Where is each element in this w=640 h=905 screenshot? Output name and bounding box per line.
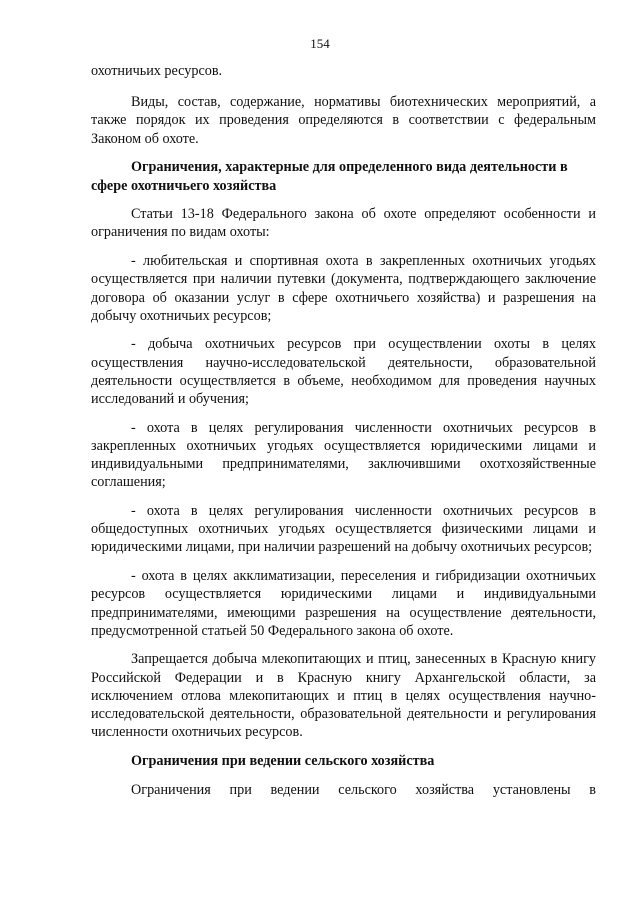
list-item-regulation-public-grounds: - охота в целях регулирования численности охотничьих ресурсов в общедоступных охотничьих угодьях осуществляется физическими лицами и юридическими лицами, при наличии разрешений на добычу охотничьих ресурсов; [91,503,596,556]
list-item-acclimatization-hunting: - охота в целях акклиматизации, переселения и гибридизации охотничьих ресурсов осуществляется юридическими лицами и индивидуальными предпринимателями, имеющими разрешения на осуществление деятельности, предусмотренной статьей 50 Федерального закона об охоте. [91,568,596,639]
list-item-regulation-assigned-grounds: - охота в целях регулирования численности охотничьих ресурсов в закрепленных охотничьих угодьях осуществляется юридическими лицами и индивидуальными предпринимателями, заключившими охотхозяйственные соглашения; [91,419,596,491]
page-number: 154 [310,36,330,51]
list-item-amateur-hunting: - любительская и спортивная охота в закрепленных охотничьих угодьях осуществляется при наличии путевки (документа, подтверждающего заключение договора об оказании услуг в сфере охотничьего хозяйства) и разрешения на добычу охотничьих ресурсов; [91,253,596,324]
document-body [91,62,596,799]
paragraph-continuation: охотничьих ресурсов. [91,63,223,79]
paragraph-hunting-law-articles: Статьи 13-18 Федерального закона об охоте определяют особенности и ограничения по видам охоты: [91,206,596,241]
section-heading-agriculture-restrictions: Ограничения при ведении сельского хозяйства [131,753,435,769]
paragraph-agriculture-restrictions: Ограничения при ведении сельского хозяйства установлены в [131,781,596,798]
section-heading-activity-restrictions: Ограничения, характерные для определенного вида деятельности в сфере охотничьего хозяйства [91,159,568,194]
paragraph-biotechnical-measures: Виды, состав, содержание, нормативы биотехнических мероприятий, а также порядок их проведения определяются в соответствии с федеральным Законом об охоте. [91,94,596,147]
paragraph-red-book-prohibition: Запрещается добыча млекопитающих и птиц, занесенных в Красную книгу Российской Федерации и в Красную книгу Архангельской области, за исключением отлова млекопитающих и птиц в целях осуществления научно-исследовательской деятельности, образовательной деятельности и регулирования численности охотничьих ресурсов. [91,651,596,741]
list-item-research-hunting: - добыча охотничьих ресурсов при осуществлении охоты в целях осуществления научно-исследовательской деятельности, образовательной деятельности осуществляется в объеме, необходимом для проведения научных исследований и обучения; [91,336,596,408]
